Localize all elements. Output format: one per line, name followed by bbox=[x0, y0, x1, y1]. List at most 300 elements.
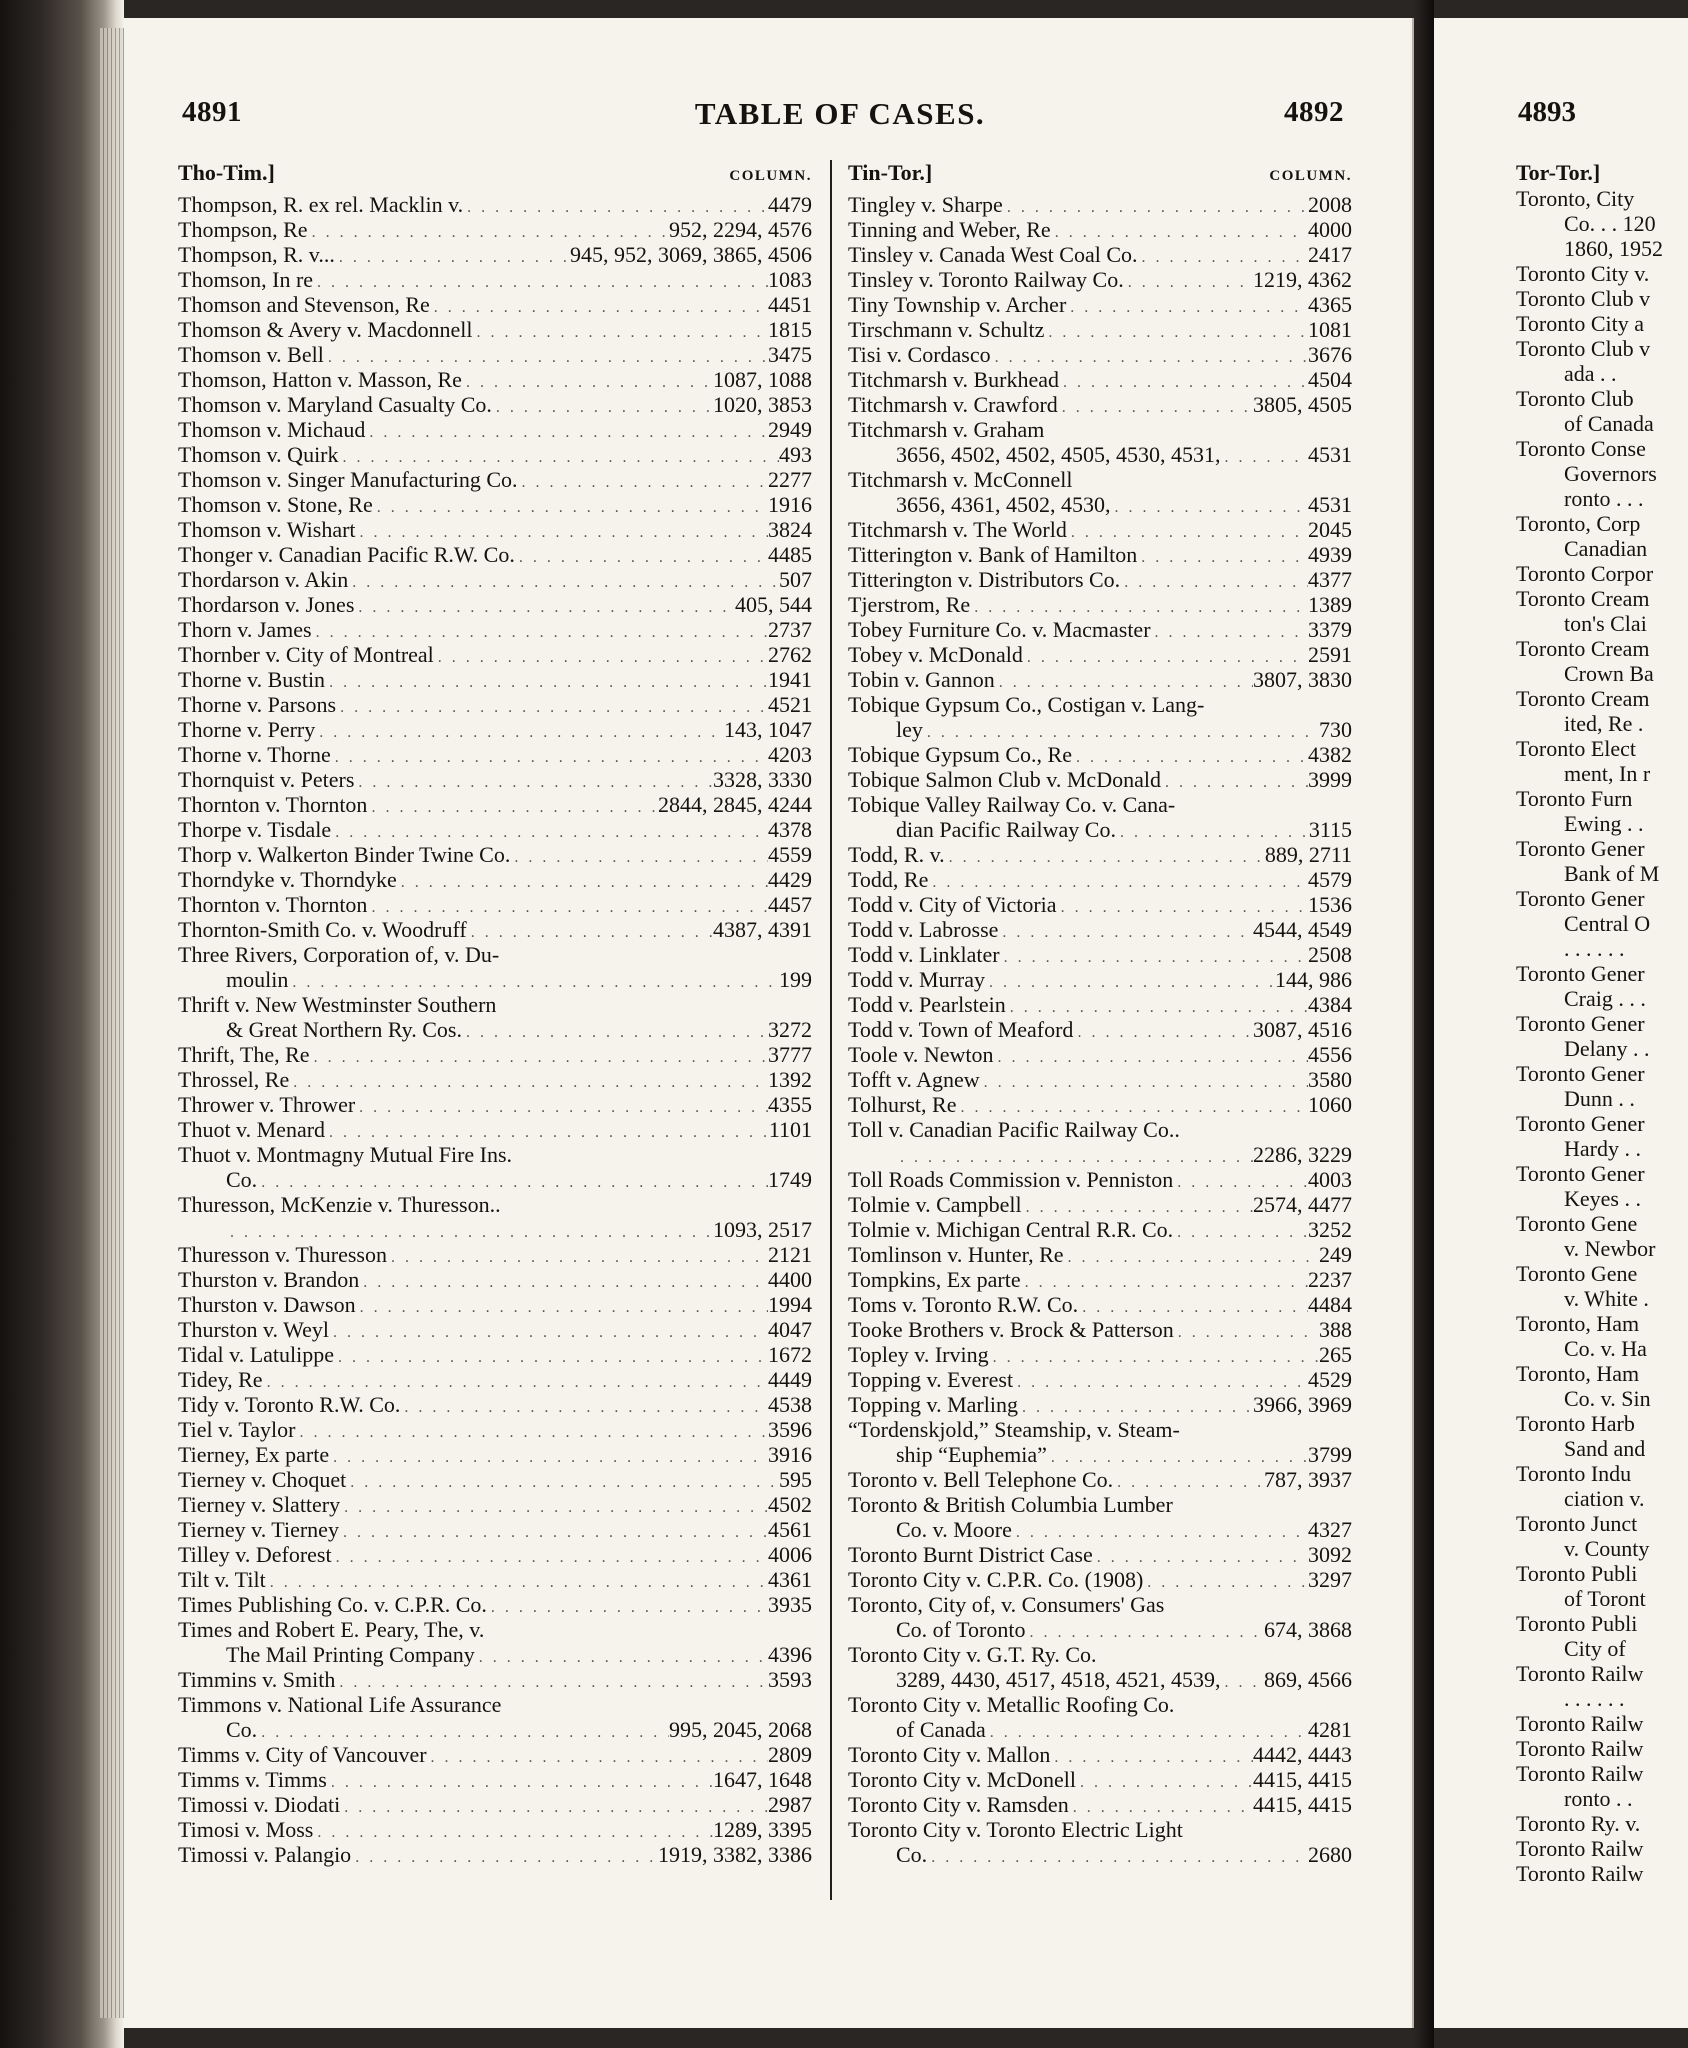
case-name: Tidal v. Latulippe bbox=[178, 1342, 335, 1367]
case-line bbox=[848, 1342, 1352, 1367]
case-entry bbox=[848, 1467, 1352, 1492]
column-reference: 1919, 3382, 3386 bbox=[658, 1842, 812, 1867]
case-line bbox=[178, 542, 812, 567]
case-name-continued: Co. v. Moore bbox=[896, 1517, 1012, 1542]
case-line bbox=[848, 367, 1352, 392]
case-name: Timossi v. Diodati bbox=[178, 1792, 341, 1817]
dot-leader bbox=[365, 420, 768, 442]
column-reference: 3379 bbox=[1308, 617, 1352, 642]
column-reference: 3777 bbox=[768, 1042, 812, 1067]
column-reference: 2844, 2845, 4244 bbox=[658, 792, 812, 817]
dot-leader bbox=[332, 1545, 768, 1567]
case-line-partial: ronto . . . bbox=[1564, 486, 1644, 511]
dot-leader bbox=[324, 345, 768, 367]
case-entry bbox=[848, 1792, 1352, 1817]
dot-leader bbox=[1113, 1470, 1264, 1492]
case-line-partial: Toronto Junct bbox=[1516, 1511, 1638, 1536]
column-reference: 1219, 4362 bbox=[1253, 267, 1352, 292]
case-name: Tisi v. Cordasco bbox=[848, 342, 991, 367]
dot-leader bbox=[1051, 220, 1308, 242]
column-reference: 4504 bbox=[1308, 367, 1352, 392]
dot-leader bbox=[356, 1295, 768, 1317]
case-name: Tobey v. McDonald bbox=[848, 642, 1023, 667]
dot-leader bbox=[387, 1245, 768, 1267]
case-entry bbox=[848, 317, 1352, 342]
case-name-continued: ship “Euphemia” bbox=[896, 1442, 1047, 1467]
case-line bbox=[848, 617, 1352, 642]
case-name: Todd v. Pearlstein bbox=[848, 992, 1006, 1017]
column-reference: 4384 bbox=[1308, 992, 1352, 1017]
case-name: Thorn v. James bbox=[178, 617, 312, 642]
case-line bbox=[848, 1742, 1352, 1767]
column-reference: 4355 bbox=[768, 1092, 812, 1117]
case-name: Times and Robert E. Peary, The, v. bbox=[178, 1617, 485, 1642]
dot-leader bbox=[356, 520, 768, 542]
case-line-partial: Toronto Conse bbox=[1516, 436, 1646, 461]
dot-leader bbox=[373, 495, 768, 517]
case-line bbox=[848, 1142, 1352, 1167]
middle-column-header bbox=[848, 160, 1352, 188]
case-name: Topping v. Marling bbox=[848, 1392, 1018, 1417]
middle-column-label: COLUMN. bbox=[1269, 168, 1352, 184]
dot-leader bbox=[434, 645, 768, 667]
case-name: Tilley v. Deforest bbox=[178, 1542, 332, 1567]
case-line bbox=[178, 1417, 812, 1442]
column-reference: 4365 bbox=[1308, 292, 1352, 317]
column-reference: 4531 bbox=[1308, 442, 1352, 467]
dot-leader bbox=[351, 1845, 658, 1867]
case-name: Thompson, Re bbox=[178, 217, 308, 242]
column-reference: 4939 bbox=[1308, 542, 1352, 567]
dot-leader bbox=[1137, 545, 1308, 567]
column-reference: 1916 bbox=[768, 492, 812, 517]
dot-leader bbox=[927, 1845, 1308, 1867]
dot-leader bbox=[970, 595, 1308, 617]
case-line bbox=[848, 442, 1352, 467]
column-reference: 2008 bbox=[1308, 192, 1352, 217]
case-line bbox=[178, 1292, 812, 1317]
case-line bbox=[848, 892, 1352, 917]
case-entry bbox=[178, 617, 812, 642]
column-reference: 1101 bbox=[768, 1117, 812, 1142]
dot-leader bbox=[475, 1645, 768, 1667]
case-line bbox=[178, 1342, 812, 1367]
case-name: Tobey Furniture Co. v. Macmaster bbox=[848, 617, 1151, 642]
case-line bbox=[848, 1217, 1352, 1242]
column-reference: 4387, 4391 bbox=[713, 917, 812, 942]
column-reference: 143, 1047 bbox=[724, 717, 812, 742]
case-line bbox=[848, 1292, 1352, 1317]
case-name: Thorndyke v. Thorndyke bbox=[178, 867, 397, 892]
column-reference: 493 bbox=[779, 442, 812, 467]
case-line bbox=[178, 1467, 812, 1492]
case-entry bbox=[848, 1017, 1352, 1042]
case-line-partial: Ewing . . bbox=[1564, 811, 1644, 836]
case-entry bbox=[848, 1292, 1352, 1317]
column-reference: 1749 bbox=[768, 1167, 812, 1192]
page-number-right: 4892 bbox=[1284, 96, 1344, 128]
dot-leader bbox=[263, 1370, 768, 1392]
dot-leader bbox=[487, 1595, 768, 1617]
dot-leader bbox=[1120, 570, 1308, 592]
case-line-partial: of Toront bbox=[1564, 1586, 1646, 1611]
column-reference: 4415, 4415 bbox=[1253, 1767, 1352, 1792]
column-reference: 3475 bbox=[768, 342, 812, 367]
case-line bbox=[848, 1067, 1352, 1092]
case-name: Toronto Burnt District Case bbox=[848, 1542, 1093, 1567]
column-reference: 1392 bbox=[768, 1067, 812, 1092]
case-name-continued: of Canada bbox=[896, 1717, 986, 1742]
case-name: Throssel, Re bbox=[178, 1067, 290, 1092]
dot-leader bbox=[1174, 1320, 1319, 1342]
case-line bbox=[178, 1017, 812, 1042]
case-entry bbox=[848, 217, 1352, 242]
case-line bbox=[178, 567, 812, 592]
case-entry bbox=[178, 1292, 812, 1317]
column-reference: 4382 bbox=[1308, 742, 1352, 767]
case-line bbox=[178, 1742, 812, 1767]
column-reference: 3092 bbox=[1308, 1542, 1352, 1567]
case-line bbox=[848, 292, 1352, 317]
column-reference: 4531 bbox=[1308, 492, 1352, 517]
case-name: Tobin v. Gannon bbox=[848, 667, 995, 692]
column-reference: 249 bbox=[1319, 1242, 1352, 1267]
column-reference: 4415, 4415 bbox=[1253, 1792, 1352, 1817]
case-line-partial: Toronto City a bbox=[1516, 311, 1645, 336]
dot-leader bbox=[1058, 395, 1253, 417]
case-name: Thorne v. Bustin bbox=[178, 667, 326, 692]
case-line bbox=[848, 1017, 1352, 1042]
case-entry bbox=[178, 817, 812, 842]
column-reference: 2045 bbox=[1308, 517, 1352, 542]
case-entry bbox=[848, 917, 1352, 942]
dot-leader bbox=[325, 1120, 769, 1142]
case-name: Thomson & Avery v. Macdonnell bbox=[178, 317, 473, 342]
case-line-partial: Bank of M bbox=[1564, 861, 1660, 886]
case-entry bbox=[178, 492, 812, 517]
case-name: Thomson v. Bell bbox=[178, 342, 324, 367]
case-line bbox=[178, 1517, 812, 1542]
dot-leader bbox=[327, 1770, 713, 1792]
column-reference: 4457 bbox=[768, 892, 812, 917]
case-line bbox=[178, 1142, 812, 1167]
dot-leader bbox=[956, 1095, 1308, 1117]
case-entry bbox=[848, 1042, 1352, 1067]
dot-leader bbox=[339, 445, 779, 467]
case-line bbox=[848, 1817, 1352, 1842]
case-name: Thomson v. Maryland Casualty Co. bbox=[178, 392, 492, 417]
case-line-partial: Toronto Gener bbox=[1516, 961, 1645, 986]
case-entry bbox=[848, 742, 1352, 767]
case-line bbox=[178, 642, 812, 667]
dot-leader bbox=[1013, 1370, 1308, 1392]
case-name: Tobique Valley Railway Co. v. Cana- bbox=[848, 792, 1176, 817]
case-entry bbox=[848, 767, 1352, 792]
dot-leader bbox=[1057, 895, 1308, 917]
case-name: Titchmarsh v. Crawford bbox=[848, 392, 1058, 417]
case-name: Thordarson v. Akin bbox=[178, 567, 349, 592]
case-name: Tiny Township v. Archer bbox=[848, 292, 1067, 317]
case-line bbox=[848, 817, 1352, 842]
column-reference: 2237 bbox=[1308, 1267, 1352, 1292]
dot-leader bbox=[1076, 1770, 1253, 1792]
column-reference: 869, 4566 bbox=[1264, 1667, 1352, 1692]
case-line-partial: Toronto Gener bbox=[1516, 1111, 1645, 1136]
dot-leader bbox=[985, 970, 1275, 992]
case-entry bbox=[848, 392, 1352, 417]
case-name: Titchmarsh v. Burkhead bbox=[848, 367, 1060, 392]
case-line-partial: Toronto Railw bbox=[1516, 1661, 1644, 1686]
case-line bbox=[178, 1567, 812, 1592]
dot-leader bbox=[1066, 295, 1308, 317]
column-reference: 1815 bbox=[768, 317, 812, 342]
case-entry bbox=[848, 1242, 1352, 1267]
case-name: Thomson v. Wishart bbox=[178, 517, 356, 542]
dot-leader bbox=[995, 670, 1253, 692]
dot-leader bbox=[1050, 1745, 1253, 1767]
case-entry bbox=[178, 1742, 812, 1767]
case-line-partial: Toronto Club v bbox=[1516, 286, 1651, 311]
case-name: Times Publishing Co. v. C.P.R. Co. bbox=[178, 1592, 487, 1617]
case-line bbox=[178, 1167, 812, 1192]
dot-leader bbox=[427, 1745, 768, 1767]
case-line bbox=[178, 617, 812, 642]
dot-leader bbox=[312, 620, 768, 642]
case-line bbox=[848, 1692, 1352, 1717]
column-reference: 2286, 3229 bbox=[1253, 1142, 1352, 1167]
case-line bbox=[178, 292, 812, 317]
column-reference: 4396 bbox=[768, 1642, 812, 1667]
case-entry bbox=[848, 1692, 1352, 1742]
dot-leader bbox=[1059, 370, 1308, 392]
case-line bbox=[848, 1317, 1352, 1342]
case-entry bbox=[178, 517, 812, 542]
column-reference: 3252 bbox=[1308, 1217, 1352, 1242]
case-line bbox=[178, 1042, 812, 1067]
case-entry bbox=[848, 1267, 1352, 1292]
case-line bbox=[178, 967, 812, 992]
column-reference: 3593 bbox=[768, 1667, 812, 1692]
dot-leader bbox=[1143, 1570, 1308, 1592]
case-line-partial: Toronto Publi bbox=[1516, 1611, 1638, 1636]
dot-leader bbox=[334, 1345, 768, 1367]
dot-leader bbox=[462, 1020, 768, 1042]
dot-leader bbox=[1138, 245, 1308, 267]
case-line-partial: Dunn . . bbox=[1564, 1086, 1635, 1111]
case-name-continued: The Mail Printing Company bbox=[226, 1642, 475, 1667]
column-reference: 3799 bbox=[1308, 1442, 1352, 1467]
dot-leader bbox=[313, 270, 768, 292]
dot-leader bbox=[1023, 645, 1308, 667]
case-name: Thorne v. Perry bbox=[178, 717, 316, 742]
case-entry bbox=[178, 1792, 812, 1817]
case-line bbox=[848, 1592, 1352, 1617]
case-line-partial: ronto . . bbox=[1564, 1786, 1633, 1811]
case-line bbox=[848, 242, 1352, 267]
left-entries bbox=[178, 192, 812, 1867]
dot-leader bbox=[400, 1395, 768, 1417]
case-line bbox=[178, 192, 812, 217]
column-reference: 1081 bbox=[1308, 317, 1352, 342]
column-reference: 2591 bbox=[1308, 642, 1352, 667]
case-line bbox=[178, 217, 812, 242]
case-entry bbox=[178, 442, 812, 467]
column-reference: 1941 bbox=[768, 667, 812, 692]
case-entry bbox=[178, 567, 812, 592]
column-reference: 952, 2294, 4576 bbox=[669, 217, 812, 242]
case-name-continued: Co. bbox=[226, 1717, 258, 1742]
case-line bbox=[848, 1792, 1352, 1817]
case-line-partial: Toronto Railw bbox=[1516, 1736, 1644, 1761]
case-entry bbox=[848, 542, 1352, 567]
dot-leader bbox=[1000, 945, 1308, 967]
column-reference: 3328, 3330 bbox=[713, 767, 812, 792]
left-column-header bbox=[178, 160, 812, 188]
case-entry bbox=[848, 842, 1352, 867]
case-name: Tomlinson v. Hunter, Re bbox=[848, 1242, 1064, 1267]
case-name-continued: 3656, 4502, 4502, 4505, 4530, 4531, bbox=[896, 442, 1221, 467]
middle-column bbox=[848, 160, 1352, 1920]
case-name-continued: 3289, 4430, 4517, 4518, 4521, 4539, bbox=[896, 1667, 1221, 1692]
case-line bbox=[178, 692, 812, 717]
case-entry bbox=[178, 1692, 812, 1742]
case-name: Thordarson v. Jones bbox=[178, 592, 355, 617]
case-entry bbox=[178, 1117, 812, 1142]
case-entry bbox=[178, 1092, 812, 1117]
case-line bbox=[848, 542, 1352, 567]
dot-leader bbox=[331, 745, 768, 767]
case-line bbox=[178, 1317, 812, 1342]
dot-leader bbox=[340, 1495, 768, 1517]
case-entry bbox=[178, 667, 812, 692]
case-entry bbox=[178, 592, 812, 617]
case-name: Tobique Salmon Club v. McDonald bbox=[848, 767, 1161, 792]
case-line-partial: Toronto Gener bbox=[1516, 1161, 1645, 1186]
column-reference: 2121 bbox=[768, 1242, 812, 1267]
case-entry bbox=[848, 1217, 1352, 1242]
column-reference: 3999 bbox=[1308, 767, 1352, 792]
case-line-partial: Toronto Gene bbox=[1516, 1261, 1638, 1286]
case-entry bbox=[178, 717, 812, 742]
column-reference: 199 bbox=[779, 967, 812, 992]
column-reference: 1672 bbox=[768, 1342, 812, 1367]
case-entry bbox=[848, 342, 1352, 367]
case-line-partial: ited, Re . bbox=[1564, 711, 1644, 736]
case-entry bbox=[848, 1742, 1352, 1767]
case-entry bbox=[848, 592, 1352, 617]
case-name: Thomson v. Michaud bbox=[178, 417, 366, 442]
case-line bbox=[178, 667, 812, 692]
dot-leader bbox=[1161, 770, 1308, 792]
case-name: Titchmarsh v. The World bbox=[848, 517, 1067, 542]
case-line-partial: . . . . . . bbox=[1564, 1686, 1625, 1711]
dot-leader bbox=[989, 1345, 1319, 1367]
column-reference: 3935 bbox=[768, 1592, 812, 1617]
dot-leader bbox=[359, 1270, 768, 1292]
case-line bbox=[178, 1717, 812, 1742]
case-name: Toronto City v. Ramsden bbox=[848, 1792, 1069, 1817]
next-page-number: 4893 bbox=[1518, 96, 1576, 128]
column-reference: 1289, 3395 bbox=[713, 1817, 812, 1842]
dot-leader bbox=[354, 770, 713, 792]
case-line-partial: Toronto Railw bbox=[1516, 1836, 1644, 1861]
case-entry bbox=[178, 917, 812, 942]
case-line-partial: Toronto Ry. v. bbox=[1516, 1811, 1641, 1836]
case-entry bbox=[848, 667, 1352, 692]
dot-leader bbox=[331, 820, 768, 842]
column-reference: 2680 bbox=[1308, 1842, 1352, 1867]
case-entry bbox=[178, 1492, 812, 1517]
dot-leader bbox=[315, 720, 724, 742]
case-line-partial: Toronto Club v bbox=[1516, 336, 1651, 361]
dot-leader bbox=[1018, 1395, 1253, 1417]
dot-leader bbox=[1221, 445, 1309, 467]
case-line bbox=[178, 917, 812, 942]
dot-leader bbox=[313, 1820, 713, 1842]
column-reference: 3966, 3969 bbox=[1253, 1392, 1352, 1417]
case-entry bbox=[178, 1467, 812, 1492]
case-entry bbox=[178, 417, 812, 442]
dot-leader bbox=[463, 195, 768, 217]
case-line-partial: v. County bbox=[1564, 1536, 1650, 1561]
column-reference: 4377 bbox=[1308, 567, 1352, 592]
case-entry bbox=[178, 267, 812, 292]
case-name-continued: ley bbox=[896, 717, 923, 742]
column-reference: 3676 bbox=[1308, 342, 1352, 367]
case-name: Thompson, R. ex rel. Macklin v. bbox=[178, 192, 464, 217]
dot-leader bbox=[340, 1795, 768, 1817]
column-reference: 2762 bbox=[768, 642, 812, 667]
column-reference: 144, 986 bbox=[1275, 967, 1352, 992]
case-name: Thrower v. Thrower bbox=[178, 1092, 356, 1117]
dot-leader bbox=[1173, 1170, 1308, 1192]
case-name: Tjerstrom, Re bbox=[848, 592, 971, 617]
case-line-partial: Craig . . . bbox=[1564, 986, 1646, 1011]
case-line bbox=[848, 1567, 1352, 1592]
column-reference: 2737 bbox=[768, 617, 812, 642]
case-line-partial: v. White . bbox=[1564, 1286, 1649, 1311]
case-line bbox=[178, 1092, 812, 1117]
case-entry bbox=[178, 742, 812, 767]
case-line-partial: 1860, 1952 bbox=[1564, 236, 1663, 261]
case-name: Toms v. Toronto R.W. Co. bbox=[848, 1292, 1079, 1317]
case-name: Timms v. Timms bbox=[178, 1767, 327, 1792]
case-entry bbox=[178, 217, 812, 242]
case-name: Titchmarsh v. Graham bbox=[848, 417, 1045, 442]
case-entry bbox=[178, 192, 812, 217]
case-name: Todd, Re bbox=[848, 867, 929, 892]
case-line-partial: City of bbox=[1564, 1636, 1626, 1661]
case-name: Titterington v. Bank of Hamilton bbox=[848, 542, 1138, 567]
column-reference: 4479 bbox=[768, 192, 812, 217]
dot-leader bbox=[339, 1520, 768, 1542]
case-name: Thorp v. Walkerton Binder Twine Co. bbox=[178, 842, 511, 867]
case-line-partial: . . . . . . bbox=[1564, 936, 1625, 961]
case-name: Tierney v. Slattery bbox=[178, 1492, 341, 1517]
dot-leader bbox=[1006, 995, 1308, 1017]
case-line bbox=[178, 1117, 812, 1142]
case-name: Thorne v. Thorne bbox=[178, 742, 331, 767]
case-entry bbox=[848, 567, 1352, 592]
case-name: Tierney, Ex parte bbox=[178, 1442, 330, 1467]
dot-leader bbox=[1173, 1220, 1308, 1242]
column-reference: 4378 bbox=[768, 817, 812, 842]
dot-leader bbox=[226, 1220, 713, 1242]
dot-leader bbox=[430, 295, 768, 317]
case-entry bbox=[848, 1642, 1352, 1692]
dot-leader bbox=[329, 1445, 768, 1467]
case-line bbox=[178, 492, 812, 517]
